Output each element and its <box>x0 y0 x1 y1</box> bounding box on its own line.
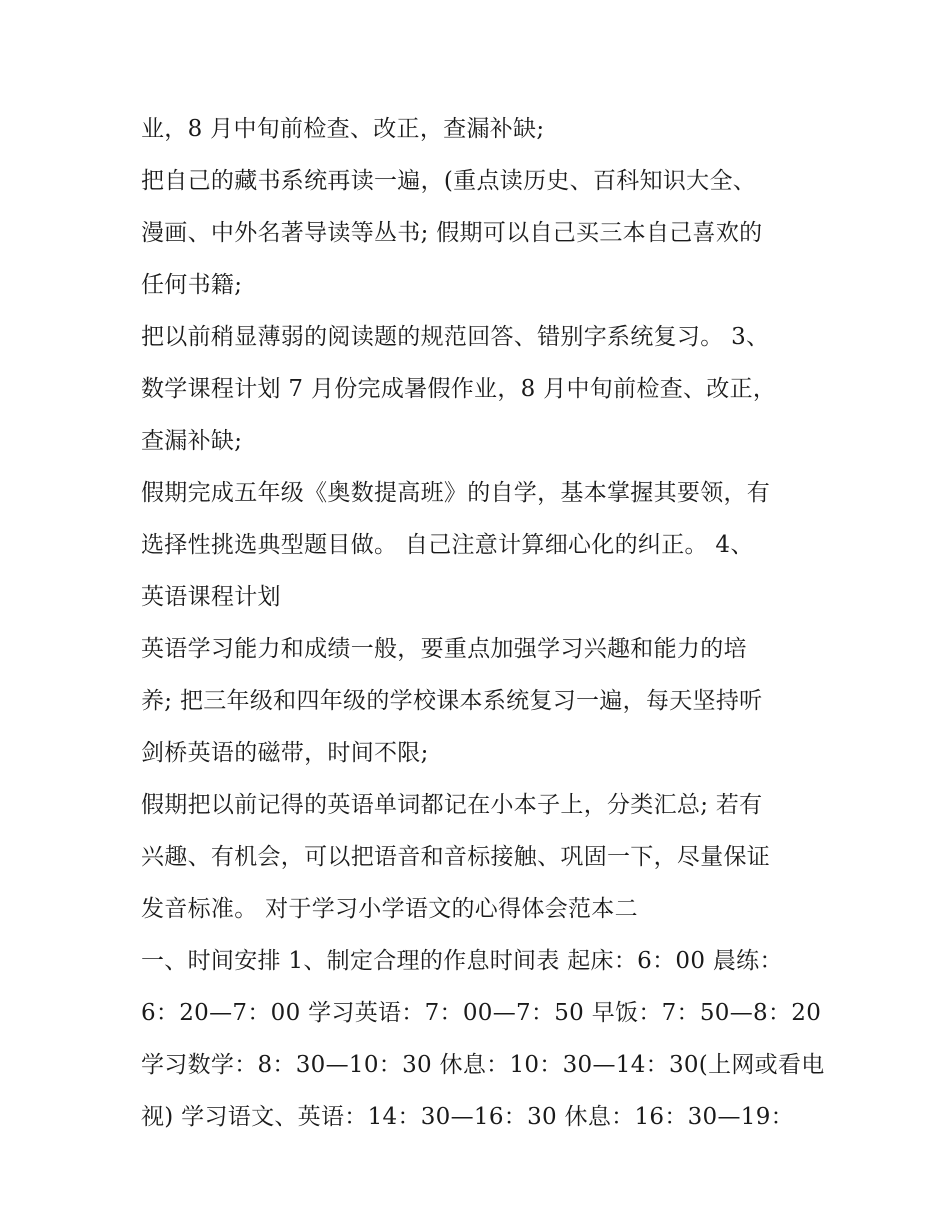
text-line: 剑桥英语的磁带，时间不限; <box>141 740 429 766</box>
text-line: 发音标准。 对于学习小学语文的心得体会范本二 <box>141 896 638 922</box>
text-line: 学习数学：8：30—10：30 休息：10：30—14：30(上网或看电 <box>141 1052 825 1078</box>
text-line: 查漏补缺; <box>141 428 243 454</box>
text-line: 假期完成五年级《奥数提高班》的自学，基本掌握其要领，有 <box>141 480 771 506</box>
text-line: 兴趣、有机会，可以把语音和音标接触、巩固一下，尽量保证 <box>141 844 771 870</box>
text-line: 英语学习能力和成绩一般，要重点加强学习兴趣和能力的培 <box>141 636 747 662</box>
section-heading: 英语课程计划 <box>141 584 281 610</box>
text-line: 一、时间安排 1、制定合理的作息时间表 起床：6：00 晨练： <box>141 948 783 974</box>
text-line: 养; 把三年级和四年级的学校课本系统复习一遍，每天坚持听 <box>141 688 763 714</box>
text-line: 6：20—7：00 学习英语：7：00—7：50 早饭：7：50—8：20 <box>141 1000 822 1026</box>
text-line: 任何书籍; <box>141 272 243 298</box>
text-line: 数学课程计划 7 月份完成暑假作业，8 月中旬前检查、改正， <box>141 376 777 402</box>
text-line: 选择性挑选典型题目做。 自己注意计算细心化的纠正。 4、 <box>141 532 754 558</box>
text-line: 假期把以前记得的英语单词都记在小本子上，分类汇总; 若有 <box>141 792 763 818</box>
text-line: 业，8 月中旬前检查、改正，查漏补缺; <box>141 116 545 142</box>
text-line: 视) 学习语文、英语：14：30—16：30 休息：16：30—19： <box>141 1104 794 1130</box>
text-line: 把自己的藏书系统再读一遍，(重点读历史、百科知识大全、 <box>141 168 757 194</box>
text-line: 把以前稍显薄弱的阅读题的规范回答、错别字系统复习。 3、 <box>141 324 770 350</box>
body-text <box>141 103 831 1143</box>
text-line: 漫画、中外名著导读等丛书; 假期可以自己买三本自己喜欢的 <box>141 220 763 246</box>
